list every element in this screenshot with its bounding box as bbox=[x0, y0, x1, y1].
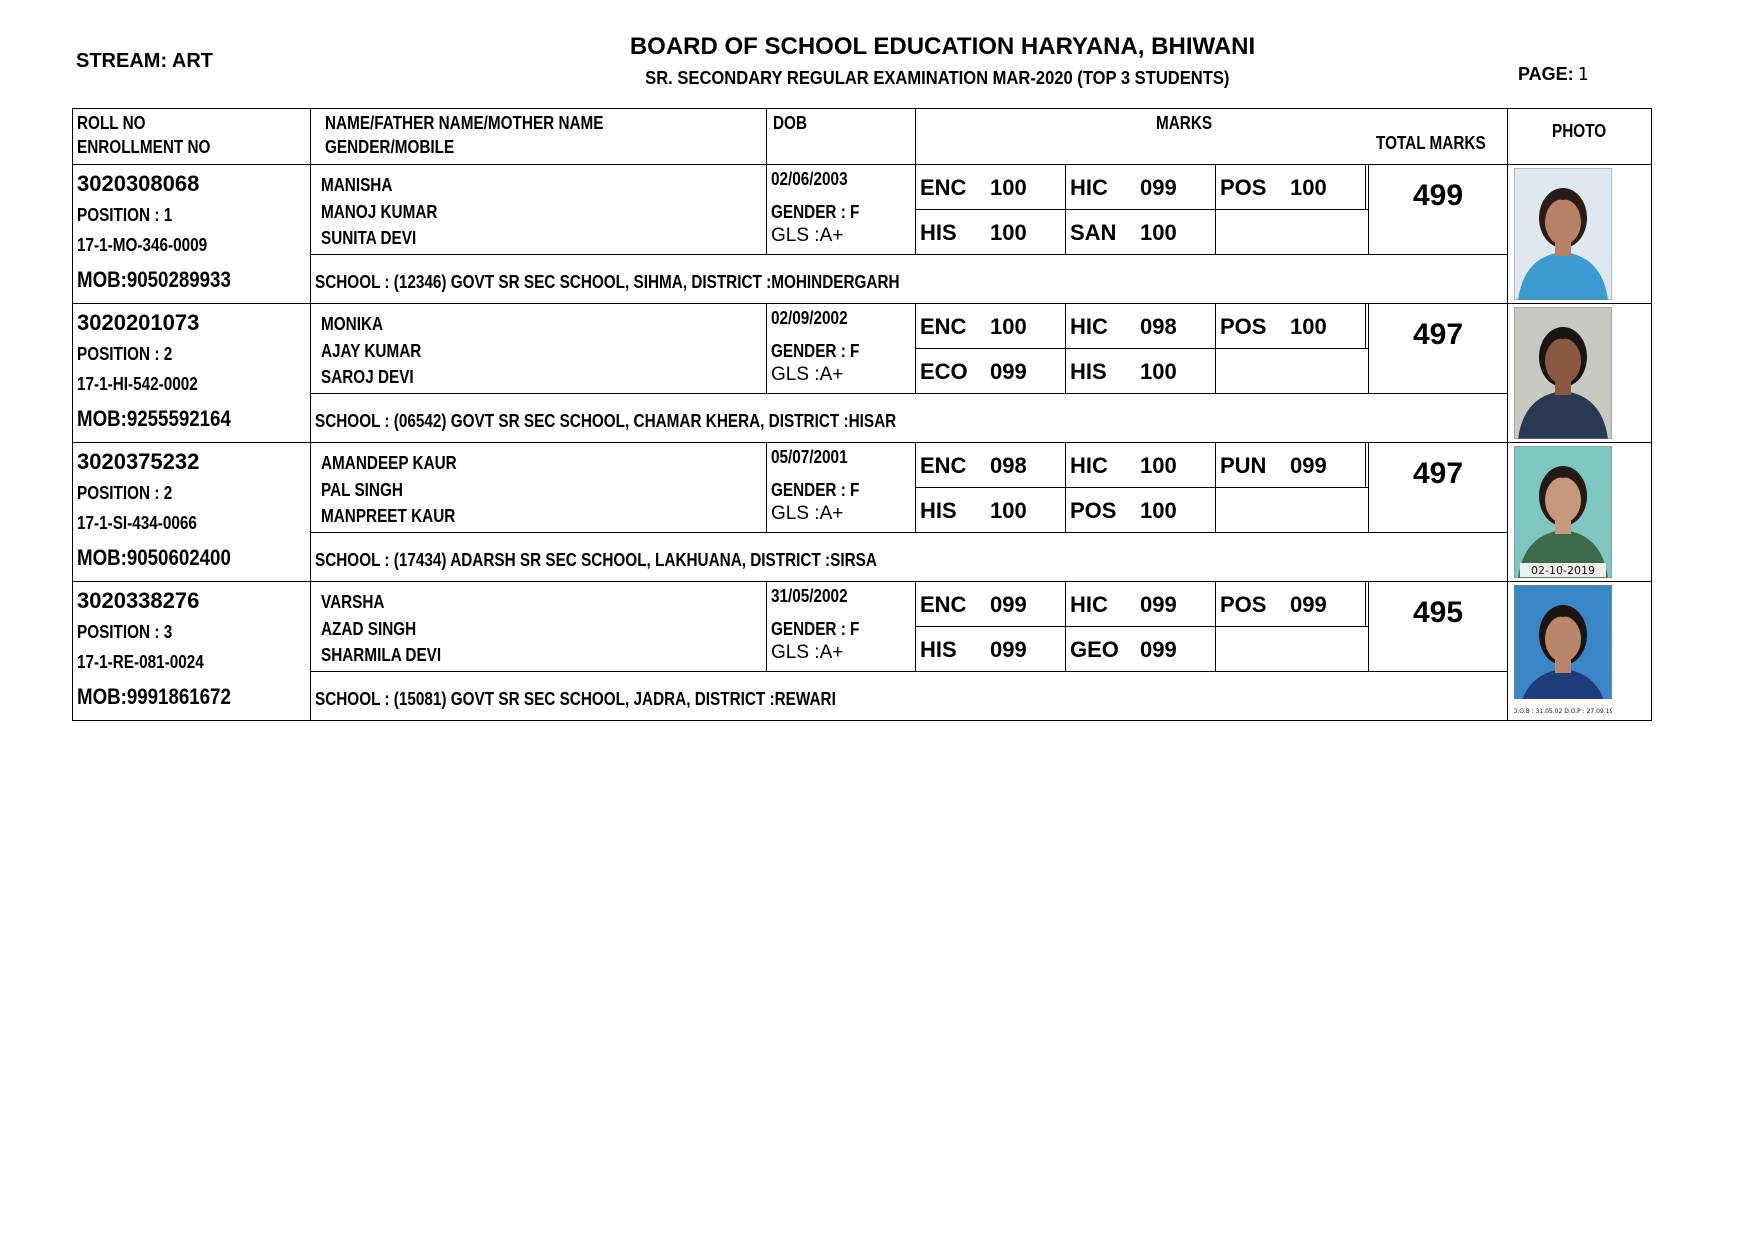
portrait-image bbox=[1514, 307, 1612, 439]
page-title: BOARD OF SCHOOL EDUCATION HARYANA, BHIWANI bbox=[629, 33, 1256, 60]
subject-score: 099 bbox=[1290, 453, 1327, 478]
grade-label: GLS :A+ bbox=[771, 225, 844, 246]
subject-score: 099 bbox=[990, 637, 1027, 662]
enrollment-number: 17-1-RE-081-0024 bbox=[77, 652, 204, 672]
marks-row-2 bbox=[916, 627, 1368, 672]
subject-mark bbox=[916, 443, 1066, 487]
empty-mark-slot bbox=[1216, 210, 1366, 254]
date-of-birth: 31/05/2002 bbox=[771, 586, 848, 606]
school-name: SCHOOL : (12346) GOVT SR SEC SCHOOL, SIHMA, DISTRICT :MOHINDERGARH bbox=[315, 272, 900, 292]
subtitle-text: SR. SECONDARY REGULAR EXAMINATION MAR-2020 (TOP 3 STUDENTS) bbox=[645, 68, 1230, 88]
dob-cell bbox=[767, 304, 916, 394]
subject-mark bbox=[916, 488, 1066, 532]
subject-score: 100 bbox=[990, 175, 1027, 200]
header-roll-label: ROLL NO bbox=[77, 113, 146, 133]
subject-code: PUN bbox=[1220, 453, 1267, 478]
subject-score: 100 bbox=[1290, 314, 1327, 339]
student-name: AMANDEEP KAUR bbox=[321, 453, 457, 473]
subject-code: POS bbox=[1220, 314, 1267, 339]
marks-row-2 bbox=[916, 488, 1368, 533]
subject-score: 100 bbox=[1290, 175, 1327, 200]
mother-name: SHARMILA DEVI bbox=[321, 645, 442, 665]
grade-label: GLS :A+ bbox=[771, 364, 844, 385]
subject-code: HIC bbox=[1070, 592, 1108, 617]
subject-code: SAN bbox=[1070, 220, 1117, 245]
marks-cell bbox=[916, 443, 1508, 533]
page-number: 1 bbox=[1577, 64, 1589, 85]
gender: GENDER : F bbox=[771, 341, 860, 361]
position: POSITION : 2 bbox=[77, 483, 173, 503]
subject-score: 099 bbox=[1140, 175, 1177, 200]
subject-code: GEO bbox=[1070, 637, 1119, 662]
subject-code: HIS bbox=[1070, 359, 1107, 384]
header-marks-label: MARKS bbox=[1156, 113, 1213, 133]
subject-mark bbox=[1216, 165, 1366, 209]
name-cell bbox=[311, 582, 767, 672]
subject-code: POS bbox=[1070, 498, 1117, 523]
photo-caption: 02-10-2019 bbox=[1531, 564, 1595, 577]
subject-score: 100 bbox=[1140, 498, 1177, 523]
student-photo bbox=[1514, 307, 1612, 444]
roll-number: 3020308068 bbox=[77, 171, 200, 196]
portrait-image bbox=[1514, 585, 1612, 717]
father-name: AZAD SINGH bbox=[321, 619, 417, 639]
subject-code: ENC bbox=[920, 453, 967, 478]
subject-code: ENC bbox=[920, 175, 967, 200]
position: POSITION : 2 bbox=[77, 344, 173, 364]
gender: GENDER : F bbox=[771, 480, 860, 500]
page-label: PAGE: bbox=[1518, 64, 1574, 84]
father-name: AJAY KUMAR bbox=[321, 341, 422, 361]
name-cell bbox=[311, 443, 767, 533]
student-photo bbox=[1514, 585, 1612, 722]
gender: GENDER : F bbox=[771, 619, 860, 639]
marks-row-1 bbox=[916, 443, 1368, 488]
position: POSITION : 1 bbox=[77, 205, 173, 225]
subject-mark bbox=[1066, 443, 1216, 487]
subject-code: HIC bbox=[1070, 453, 1108, 478]
subject-code: ECO bbox=[920, 359, 968, 384]
mobile-number: MOB:9255592164 bbox=[77, 406, 231, 431]
header-dob-label: DOB bbox=[773, 113, 807, 133]
table-row bbox=[73, 443, 1652, 533]
portrait-image bbox=[1514, 168, 1612, 300]
grade-label: GLS :A+ bbox=[771, 503, 844, 524]
marks-row-2 bbox=[916, 210, 1368, 255]
date-of-birth: 02/06/2003 bbox=[771, 169, 848, 189]
father-name: MANOJ KUMAR bbox=[321, 202, 438, 222]
subject-mark bbox=[916, 627, 1066, 671]
marks-cell bbox=[916, 304, 1508, 394]
school-cell bbox=[311, 393, 1508, 442]
portrait-image bbox=[1514, 446, 1612, 578]
school-cell bbox=[311, 254, 1508, 303]
subject-score: 100 bbox=[1140, 453, 1177, 478]
date-of-birth: 02/09/2002 bbox=[771, 308, 848, 328]
enrollment-number: 17-1-HI-542-0002 bbox=[77, 374, 198, 394]
school-name: SCHOOL : (17434) ADARSH SR SEC SCHOOL, LAKHUANA, DISTRICT :SIRSA bbox=[315, 550, 877, 570]
roll-number: 3020338276 bbox=[77, 588, 200, 613]
subject-score: 100 bbox=[1140, 220, 1177, 245]
subject-score: 099 bbox=[990, 592, 1027, 617]
marks-row-1 bbox=[916, 304, 1368, 349]
mother-name: SAROJ DEVI bbox=[321, 367, 414, 387]
header-total-label: TOTAL MARKS bbox=[1376, 133, 1486, 153]
marks-row-1 bbox=[916, 582, 1368, 627]
table-header-row bbox=[73, 109, 1652, 165]
school-cell bbox=[311, 532, 1508, 581]
mother-name: SUNITA DEVI bbox=[321, 228, 417, 248]
gender: GENDER : F bbox=[771, 202, 860, 222]
subject-mark bbox=[916, 210, 1066, 254]
page-indicator bbox=[1518, 64, 1589, 85]
grade-label: GLS :A+ bbox=[771, 642, 844, 663]
roll-number: 3020375232 bbox=[77, 449, 200, 474]
subject-mark bbox=[916, 165, 1066, 209]
subject-code: HIS bbox=[920, 220, 957, 245]
marks-row-2 bbox=[916, 349, 1368, 394]
subject-code: ENC bbox=[920, 592, 967, 617]
subject-mark bbox=[1216, 443, 1366, 487]
student-photo bbox=[1514, 446, 1612, 583]
date-of-birth: 05/07/2001 bbox=[771, 447, 848, 467]
position: POSITION : 3 bbox=[77, 622, 173, 642]
school-name: SCHOOL : (06542) GOVT SR SEC SCHOOL, CHAMAR KHERA, DISTRICT :HISAR bbox=[315, 411, 897, 431]
subject-mark bbox=[1066, 210, 1216, 254]
total-marks: 495 bbox=[1412, 596, 1464, 629]
subject-code: HIS bbox=[920, 637, 957, 662]
subject-mark bbox=[1216, 304, 1366, 348]
table-row bbox=[73, 582, 1652, 672]
subject-mark bbox=[1066, 582, 1216, 626]
subject-score: 100 bbox=[990, 220, 1027, 245]
subject-mark bbox=[1066, 627, 1216, 671]
subject-score: 099 bbox=[1140, 592, 1177, 617]
subject-mark bbox=[1216, 582, 1366, 626]
subject-code: POS bbox=[1220, 592, 1267, 617]
dob-cell bbox=[767, 582, 916, 672]
mobile-number: MOB:9050602400 bbox=[77, 545, 231, 570]
roll-cell bbox=[73, 582, 311, 721]
name-cell bbox=[311, 165, 767, 255]
subject-score: 100 bbox=[1140, 359, 1177, 384]
photo-cell bbox=[1508, 304, 1652, 443]
subject-code: HIC bbox=[1070, 314, 1108, 339]
subject-mark bbox=[916, 349, 1066, 393]
page-subtitle bbox=[70, 68, 1685, 89]
subject-mark bbox=[916, 304, 1066, 348]
header-gender-label: GENDER/MOBILE bbox=[325, 137, 455, 157]
subject-mark bbox=[1066, 165, 1216, 209]
table-row bbox=[73, 165, 1652, 255]
enrollment-number: 17-1-SI-434-0066 bbox=[77, 513, 197, 533]
subject-score: 098 bbox=[990, 453, 1027, 478]
dob-cell bbox=[767, 165, 916, 255]
subject-mark bbox=[1066, 304, 1216, 348]
subject-mark bbox=[916, 582, 1066, 626]
mother-name: MANPREET KAUR bbox=[321, 506, 456, 526]
empty-mark-slot bbox=[1216, 349, 1366, 393]
subject-code: ENC bbox=[920, 314, 967, 339]
father-name: PAL SINGH bbox=[321, 480, 403, 500]
roll-cell bbox=[73, 165, 311, 304]
student-name: MANISHA bbox=[321, 175, 393, 195]
mobile-number: MOB:9050289933 bbox=[77, 267, 231, 292]
marks-row-1 bbox=[916, 165, 1368, 210]
header-photo bbox=[1508, 109, 1652, 165]
stream-label: STREAM: ART bbox=[76, 50, 214, 72]
dob-cell bbox=[767, 443, 916, 533]
marks-cell bbox=[916, 165, 1508, 255]
roll-cell bbox=[73, 304, 311, 443]
subject-score: 100 bbox=[990, 498, 1027, 523]
subject-score: 099 bbox=[1290, 592, 1327, 617]
header-enrollment-label: ENROLLMENT NO bbox=[77, 137, 211, 157]
header-name-label: NAME/FATHER NAME/MOTHER NAME bbox=[325, 113, 604, 133]
header-dob bbox=[767, 109, 916, 165]
name-cell bbox=[311, 304, 767, 394]
student-name: VARSHA bbox=[321, 592, 385, 612]
empty-mark-slot bbox=[1216, 488, 1366, 532]
table-row bbox=[73, 304, 1652, 394]
mobile-number: MOB:9991861672 bbox=[77, 684, 231, 709]
subject-code: HIC bbox=[1070, 175, 1108, 200]
school-name: SCHOOL : (15081) GOVT SR SEC SCHOOL, JADRA, DISTRICT :REWARI bbox=[315, 689, 836, 709]
subject-score: 098 bbox=[1140, 314, 1177, 339]
school-cell bbox=[311, 671, 1508, 720]
photo-cell bbox=[1508, 165, 1652, 304]
results-table bbox=[72, 108, 1652, 721]
header-photo-label: PHOTO bbox=[1552, 121, 1607, 141]
roll-cell bbox=[73, 443, 311, 582]
header-roll bbox=[73, 109, 311, 165]
subject-mark bbox=[1066, 349, 1216, 393]
student-photo bbox=[1514, 168, 1612, 305]
subject-mark bbox=[1066, 488, 1216, 532]
header-name bbox=[311, 109, 767, 165]
subject-score: 099 bbox=[990, 359, 1027, 384]
student-name: MONIKA bbox=[321, 314, 384, 334]
total-marks: 497 bbox=[1412, 318, 1464, 351]
roll-number: 3020201073 bbox=[77, 310, 200, 335]
subject-score: 100 bbox=[990, 314, 1027, 339]
header-marks bbox=[916, 109, 1508, 165]
enrollment-number: 17-1-MO-346-0009 bbox=[77, 235, 208, 255]
total-marks: 497 bbox=[1412, 457, 1464, 490]
total-marks: 499 bbox=[1412, 179, 1464, 212]
subject-code: POS bbox=[1220, 175, 1267, 200]
subject-code: HIS bbox=[920, 498, 957, 523]
photo-cell bbox=[1508, 443, 1652, 582]
photo-cell bbox=[1508, 582, 1652, 721]
empty-mark-slot bbox=[1216, 627, 1366, 671]
photo-caption: D.O.B : 31.05.02 D.O.P : 27.09.19 bbox=[1514, 708, 1612, 715]
subject-score: 099 bbox=[1140, 637, 1177, 662]
marks-cell bbox=[916, 582, 1508, 672]
